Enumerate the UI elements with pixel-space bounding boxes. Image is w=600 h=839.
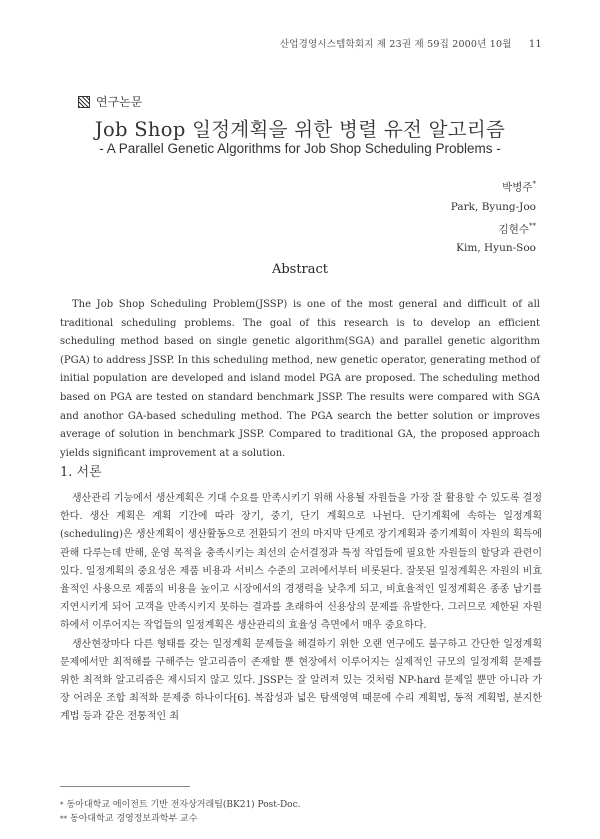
paragraph-1: 생산관리 기능에서 생산계획은 기대 수요를 만족시키기 위해 사용될 자원들을 가장 잘 활용할 수 있도록 결정한다. 생산 계획은 계획 기간에 따라 장기, 중기, 단기 계획으로 나뉜다. 단기계획에 속하는 일정계획(scheduling)은 생산계획이 생산활동으로 전환되기 전의 마지막 단계로 장기계획과 중기계획이 자원의 획득에 관해 다루는데 반해, 운영 목적을 충족시키는 최선의 순서결정과 특정 작업들에 필요한 자원들의 할당과 관련이 있다. 일정계획의 중요성은 제품 비용과 서비스 수준의 고려에서부터 비롯된다. 잘못된 일정계획은 자원의 비효율적인 사용으로 제품의 비용을 높이고 시장에서의 경쟁력을 낮추게 되고, 비효율적인 일정계획은 종종 납기를 지연시키게 되어 고객을 만족시키지 못하는 결과를 초래하여 신용상의 문제를 유발한다. 그러므로 제한된 자원 하에서 이루어지는 작업들의 일정계획은 생산관리의 효율성 측면에서 매우 중요하다. (60, 493, 542, 632)
article-category (78, 93, 142, 110)
hatched-box-icon (78, 96, 90, 108)
footnotes (60, 798, 542, 826)
english-title: - A Parallel Genetic Algorithms for Job Shop Scheduling Problems - (99, 141, 501, 156)
author-1-mark: * (532, 180, 536, 188)
abstract-heading: Abstract (271, 262, 329, 277)
category-label: 연구논문 (96, 95, 143, 109)
page-number: 11 (528, 39, 542, 50)
author-2-english: Kim, Hyun-Soo (456, 242, 536, 254)
section-heading: 1. 서론 (60, 465, 102, 480)
footnote-1-mark: * (60, 801, 64, 809)
footnote-2-mark: ** (60, 815, 67, 823)
abstract-text: The Job Shop Scheduling Problem(JSSP) is one of the most general and difficult of all traditional scheduling problems. The goal of this research is to develop an efficient scheduling method based on single genetic algorithm(SGA) and parallel genetic algorithm (PGA) to address JSSP. In this scheduling method, new genetic operator, generating method of initial population are developed and island model PGA are proposed. The scheduling method based on PGA are tested on standard benchmark JSSP. The results were compared with SGA and anothor GA-based scheduling method. The PGA search the better solution or improves average of solution in benchmark JSSP. Compared to traditional GA, the proposed approach yields significant improvement at a solution. (60, 299, 540, 459)
footnote-divider (60, 786, 190, 787)
journal-info: 산업경영시스템학회지 제 23권 제 59집 2000년 10월 (279, 39, 512, 50)
footnote-2 (60, 812, 542, 826)
author-2-mark: ** (529, 221, 536, 230)
author-2-korean: 김현수** (498, 221, 536, 235)
author-1-english: Park, Byung-Joo (450, 200, 536, 213)
author-1-korean: 박병주* (502, 180, 536, 194)
footnote-1 (60, 798, 542, 812)
footnote-2-text: 동아대학교 경영정보과학부 교수 (70, 814, 198, 824)
footnote-1-text: 동아대학교 에이전트 기반 전자상거래팀(BK21) Post-Doc. (66, 800, 301, 810)
author-block (451, 175, 536, 258)
korean-title: Job Shop 일정계획을 위한 병렬 유전 알고리즘 (94, 118, 506, 141)
section-body (60, 490, 542, 727)
running-header (280, 36, 542, 50)
paragraph-2: 생산현장마다 다른 형태를 갖는 일정계획 문제들을 해결하기 위한 오랜 연구에도 불구하고 간단한 일정계획 문제에서만 최적해를 구해주는 알고리즘이 존재할 뿐 현장에서 이루어지는 실제적인 규모의 일정계획 문제를 위한 최적화 알고리즘은 제시되지 않고 있다. JSSP는 잘 알려져 있는 것처럼 NP-hard 문제일 뿐만 아니라 가장 어려운 조합 최적화 문제중 하나이다[6]. 복잡성과 넓은 탐색영역 때문에 수리 계획법, 동적 계획법, 분지한계법 등과 같은 전통적인 최 (60, 638, 542, 723)
